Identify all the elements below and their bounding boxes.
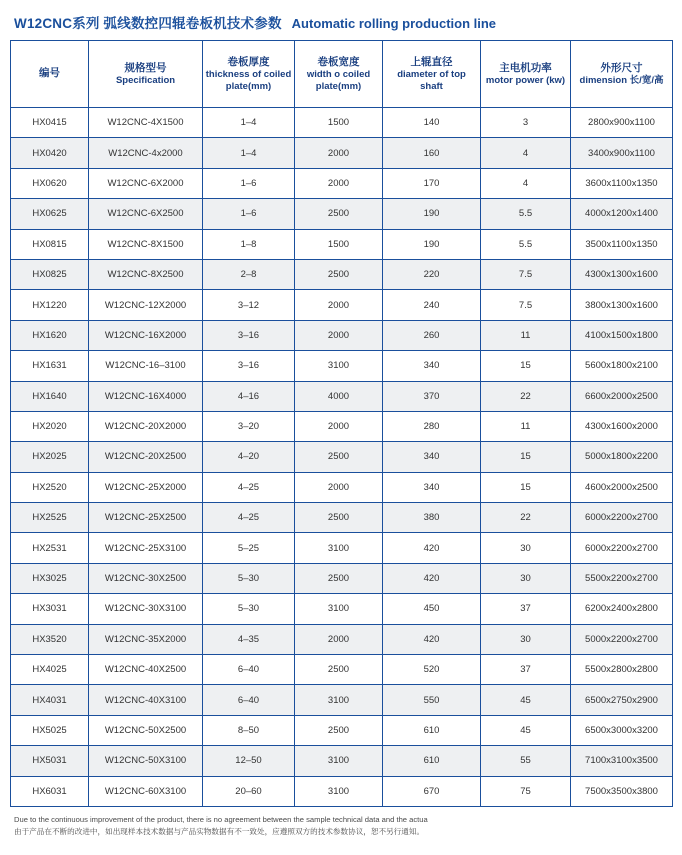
table-cell: 190 xyxy=(383,199,481,229)
table-cell: 3 xyxy=(481,108,571,138)
specification-table xyxy=(10,40,673,807)
table-cell: 1–6 xyxy=(203,168,295,198)
table-cell: 420 xyxy=(383,533,481,563)
table-cell: HX0625 xyxy=(11,199,89,229)
table-cell: W12CNC-30X2500 xyxy=(89,563,203,593)
table-cell: 5600x1800x2100 xyxy=(571,351,673,381)
table-row xyxy=(11,746,673,776)
table-cell: W12CNC-30X3100 xyxy=(89,594,203,624)
column-header-dimension-en: dimension 长/宽/高 xyxy=(579,74,664,86)
table-cell: 3800x1300x1600 xyxy=(571,290,673,320)
table-cell: HX0825 xyxy=(11,259,89,289)
table-cell: HX2520 xyxy=(11,472,89,502)
table-row xyxy=(11,381,673,411)
table-cell: HX0420 xyxy=(11,138,89,168)
table-cell: 1–6 xyxy=(203,199,295,229)
column-header-top-shaft-diameter-en: diameter of top shaft xyxy=(397,68,466,92)
table-cell: 4000x1200x1400 xyxy=(571,199,673,229)
table-cell: HX3520 xyxy=(11,624,89,654)
table-cell: W12CNC-35X2000 xyxy=(89,624,203,654)
table-cell: 75 xyxy=(481,776,571,806)
table-cell: W12CNC-50X3100 xyxy=(89,746,203,776)
table-cell: 11 xyxy=(481,320,571,350)
table-cell: HX2525 xyxy=(11,503,89,533)
table-cell: 4100x1500x1800 xyxy=(571,320,673,350)
table-cell: 2000 xyxy=(295,290,383,320)
table-cell: 3–16 xyxy=(203,320,295,350)
table-cell: 280 xyxy=(383,411,481,441)
table-cell: 4000 xyxy=(295,381,383,411)
table-cell: HX2531 xyxy=(11,533,89,563)
table-cell: HX2025 xyxy=(11,442,89,472)
table-row xyxy=(11,533,673,563)
column-header-thickness-en: thickness of coiled plate(mm) xyxy=(205,68,292,92)
table-cell: 2500 xyxy=(295,563,383,593)
table-cell: W12CNC-6X2000 xyxy=(89,168,203,198)
table-cell: 15 xyxy=(481,351,571,381)
page-title-cn: W12CNC系列 弧线数控四辊卷板机技术参数 xyxy=(14,16,282,31)
page-title-en: Automatic rolling production line xyxy=(291,16,497,31)
table-cell: 4–35 xyxy=(203,624,295,654)
table-cell: HX0815 xyxy=(11,229,89,259)
table-cell: 3400x900x1100 xyxy=(571,138,673,168)
table-cell: 4 xyxy=(481,168,571,198)
table-cell: 6500x2750x2900 xyxy=(571,685,673,715)
table-cell: 2500 xyxy=(295,503,383,533)
table-cell: 1500 xyxy=(295,108,383,138)
column-header-code xyxy=(11,41,89,108)
table-cell: 5–30 xyxy=(203,563,295,593)
column-header-specification-en: Specification xyxy=(115,74,176,86)
table-cell: 140 xyxy=(383,108,481,138)
column-header-code-cn: 编号 xyxy=(39,67,60,80)
table-cell: HX5025 xyxy=(11,715,89,745)
table-cell: HX5031 xyxy=(11,746,89,776)
table-cell: 450 xyxy=(383,594,481,624)
table-cell: 2000 xyxy=(295,624,383,654)
table-cell: 22 xyxy=(481,381,571,411)
table-cell: HX4025 xyxy=(11,655,89,685)
table-cell: HX4031 xyxy=(11,685,89,715)
table-cell: 4–25 xyxy=(203,472,295,502)
table-cell: HX0620 xyxy=(11,168,89,198)
table-cell: 7.5 xyxy=(481,290,571,320)
table-cell: 6200x2400x2800 xyxy=(571,594,673,624)
table-cell: 7500x3500x3800 xyxy=(571,776,673,806)
column-header-motor-power xyxy=(481,41,571,108)
table-cell: W12CNC-16–3100 xyxy=(89,351,203,381)
table-header xyxy=(11,41,673,108)
table-row xyxy=(11,351,673,381)
column-header-specification-cn: 规格型号 xyxy=(124,61,167,74)
table-cell: 5.5 xyxy=(481,199,571,229)
table-cell: 30 xyxy=(481,624,571,654)
table-cell: W12CNC-20X2500 xyxy=(89,442,203,472)
table-cell: W12CNC-4x2000 xyxy=(89,138,203,168)
table-cell: 6–40 xyxy=(203,655,295,685)
table-cell: 1–4 xyxy=(203,108,295,138)
table-cell: 11 xyxy=(481,411,571,441)
table-row xyxy=(11,685,673,715)
table-row xyxy=(11,290,673,320)
table-cell: 5–25 xyxy=(203,533,295,563)
table-cell: 5.5 xyxy=(481,229,571,259)
table-cell: 4–25 xyxy=(203,503,295,533)
table-cell: 5000x2200x2700 xyxy=(571,624,673,654)
table-cell: 45 xyxy=(481,685,571,715)
table-cell: 15 xyxy=(481,442,571,472)
table-cell: 3100 xyxy=(295,351,383,381)
table-cell: 1–8 xyxy=(203,229,295,259)
table-cell: 1500 xyxy=(295,229,383,259)
table-cell: HX1620 xyxy=(11,320,89,350)
table-cell: 220 xyxy=(383,259,481,289)
table-cell: 3–16 xyxy=(203,351,295,381)
table-cell: 3100 xyxy=(295,746,383,776)
table-cell: 4600x2000x2500 xyxy=(571,472,673,502)
table-cell: 2000 xyxy=(295,168,383,198)
table-cell: 3100 xyxy=(295,594,383,624)
table-cell: 2500 xyxy=(295,199,383,229)
table-cell: 240 xyxy=(383,290,481,320)
table-row xyxy=(11,655,673,685)
table-cell: 4–16 xyxy=(203,381,295,411)
table-body xyxy=(11,108,673,807)
table-cell: HX0415 xyxy=(11,108,89,138)
table-cell: HX6031 xyxy=(11,776,89,806)
table-cell: 2000 xyxy=(295,138,383,168)
table-cell: 2500 xyxy=(295,442,383,472)
table-cell: 22 xyxy=(481,503,571,533)
table-cell: 5500x2800x2800 xyxy=(571,655,673,685)
table-cell: HX3025 xyxy=(11,563,89,593)
table-cell: 3100 xyxy=(295,776,383,806)
table-cell: 2500 xyxy=(295,259,383,289)
table-cell: 6600x2000x2500 xyxy=(571,381,673,411)
footnote xyxy=(10,814,672,838)
column-header-width xyxy=(295,41,383,108)
table-cell: 550 xyxy=(383,685,481,715)
table-cell: 3600x1100x1350 xyxy=(571,168,673,198)
table-cell: 340 xyxy=(383,351,481,381)
footnote-line-cn: 由于产品在不断的改进中，如出现样本技术数据与产品实物数据有不一致处，应遵照双方的技术参数协议，恕不另行通知。 xyxy=(14,826,425,836)
column-header-width-cn: 卷板宽度 xyxy=(317,55,360,68)
table-cell: 2000 xyxy=(295,320,383,350)
table-row xyxy=(11,411,673,441)
table-cell: W12CNC-40X3100 xyxy=(89,685,203,715)
table-cell: 190 xyxy=(383,229,481,259)
table-cell: W12CNC-50X2500 xyxy=(89,715,203,745)
table-header-row xyxy=(11,41,673,108)
table-row xyxy=(11,776,673,806)
table-row xyxy=(11,715,673,745)
table-row xyxy=(11,442,673,472)
table-cell: HX1631 xyxy=(11,351,89,381)
table-cell: 2000 xyxy=(295,411,383,441)
table-cell: 2000 xyxy=(295,472,383,502)
table-cell: 3–20 xyxy=(203,411,295,441)
table-cell: W12CNC-20X2000 xyxy=(89,411,203,441)
table-cell: 340 xyxy=(383,472,481,502)
column-header-specification xyxy=(89,41,203,108)
table-cell: HX1640 xyxy=(11,381,89,411)
table-cell: 380 xyxy=(383,503,481,533)
footnote-line-en: Due to the continuous improvement of the product, there is no agreement between the sample technical data and the actua xyxy=(14,814,428,824)
column-header-dimension-cn: 外形尺寸 xyxy=(600,61,643,74)
table-cell: W12CNC-60X3100 xyxy=(89,776,203,806)
column-header-motor-power-en: motor power (kw) xyxy=(485,74,566,86)
column-header-width-en: width o coiled plate(mm) xyxy=(306,68,371,92)
table-cell: 7.5 xyxy=(481,259,571,289)
table-cell: 2–8 xyxy=(203,259,295,289)
table-cell: 30 xyxy=(481,563,571,593)
table-cell: 520 xyxy=(383,655,481,685)
table-cell: W12CNC-4X1500 xyxy=(89,108,203,138)
table-cell: 5500x2200x2700 xyxy=(571,563,673,593)
table-cell: 3–12 xyxy=(203,290,295,320)
table-row xyxy=(11,320,673,350)
column-header-dimension xyxy=(571,41,673,108)
table-row xyxy=(11,138,673,168)
table-row xyxy=(11,563,673,593)
column-header-motor-power-cn: 主电机功率 xyxy=(499,61,552,74)
table-row xyxy=(11,168,673,198)
table-cell: HX3031 xyxy=(11,594,89,624)
table-row xyxy=(11,503,673,533)
table-row xyxy=(11,108,673,138)
table-cell: 6000x2200x2700 xyxy=(571,533,673,563)
table-row xyxy=(11,624,673,654)
table-cell: 420 xyxy=(383,624,481,654)
table-cell: HX2020 xyxy=(11,411,89,441)
column-header-thickness-cn: 卷板厚度 xyxy=(227,55,270,68)
table-cell: 4–20 xyxy=(203,442,295,472)
table-cell: 30 xyxy=(481,533,571,563)
table-cell: 8–50 xyxy=(203,715,295,745)
table-cell: 20–60 xyxy=(203,776,295,806)
table-cell: 5–30 xyxy=(203,594,295,624)
column-header-top-shaft-diameter xyxy=(383,41,481,108)
table-row xyxy=(11,199,673,229)
table-cell: W12CNC-6X2500 xyxy=(89,199,203,229)
column-header-thickness xyxy=(203,41,295,108)
table-cell: 55 xyxy=(481,746,571,776)
table-cell: 37 xyxy=(481,594,571,624)
table-cell: 340 xyxy=(383,442,481,472)
table-cell: 6500x3000x3200 xyxy=(571,715,673,745)
table-cell: 3500x1100x1350 xyxy=(571,229,673,259)
table-cell: HX1220 xyxy=(11,290,89,320)
table-cell: 3100 xyxy=(295,685,383,715)
table-cell: 170 xyxy=(383,168,481,198)
table-cell: 370 xyxy=(383,381,481,411)
table-cell: W12CNC-8X2500 xyxy=(89,259,203,289)
table-cell: 4300x1600x2000 xyxy=(571,411,673,441)
table-cell: W12CNC-25X2000 xyxy=(89,472,203,502)
table-cell: 45 xyxy=(481,715,571,745)
table-cell: W12CNC-25X3100 xyxy=(89,533,203,563)
table-cell: 37 xyxy=(481,655,571,685)
table-cell: 260 xyxy=(383,320,481,350)
table-cell: 160 xyxy=(383,138,481,168)
table-cell: 6–40 xyxy=(203,685,295,715)
table-cell: W12CNC-16X4000 xyxy=(89,381,203,411)
table-row xyxy=(11,259,673,289)
table-row xyxy=(11,472,673,502)
table-row xyxy=(11,594,673,624)
table-cell: 6000x2200x2700 xyxy=(571,503,673,533)
page-title xyxy=(10,10,672,40)
table-cell: 4 xyxy=(481,138,571,168)
table-cell: 2800x900x1100 xyxy=(571,108,673,138)
table-row xyxy=(11,229,673,259)
table-cell: 5000x1800x2200 xyxy=(571,442,673,472)
table-cell: 7100x3100x3500 xyxy=(571,746,673,776)
table-cell: 2500 xyxy=(295,715,383,745)
table-cell: 610 xyxy=(383,746,481,776)
table-cell: W12CNC-40X2500 xyxy=(89,655,203,685)
column-header-top-shaft-diameter-cn: 上辊直径 xyxy=(410,55,453,68)
table-cell: 12–50 xyxy=(203,746,295,776)
table-cell: W12CNC-8X1500 xyxy=(89,229,203,259)
table-cell: 15 xyxy=(481,472,571,502)
table-cell: W12CNC-12X2000 xyxy=(89,290,203,320)
table-cell: 420 xyxy=(383,563,481,593)
table-cell: W12CNC-16X2000 xyxy=(89,320,203,350)
table-cell: 610 xyxy=(383,715,481,745)
table-cell: W12CNC-25X2500 xyxy=(89,503,203,533)
table-cell: 3100 xyxy=(295,533,383,563)
table-cell: 1–4 xyxy=(203,138,295,168)
table-cell: 2500 xyxy=(295,655,383,685)
table-cell: 4300x1300x1600 xyxy=(571,259,673,289)
table-cell: 670 xyxy=(383,776,481,806)
